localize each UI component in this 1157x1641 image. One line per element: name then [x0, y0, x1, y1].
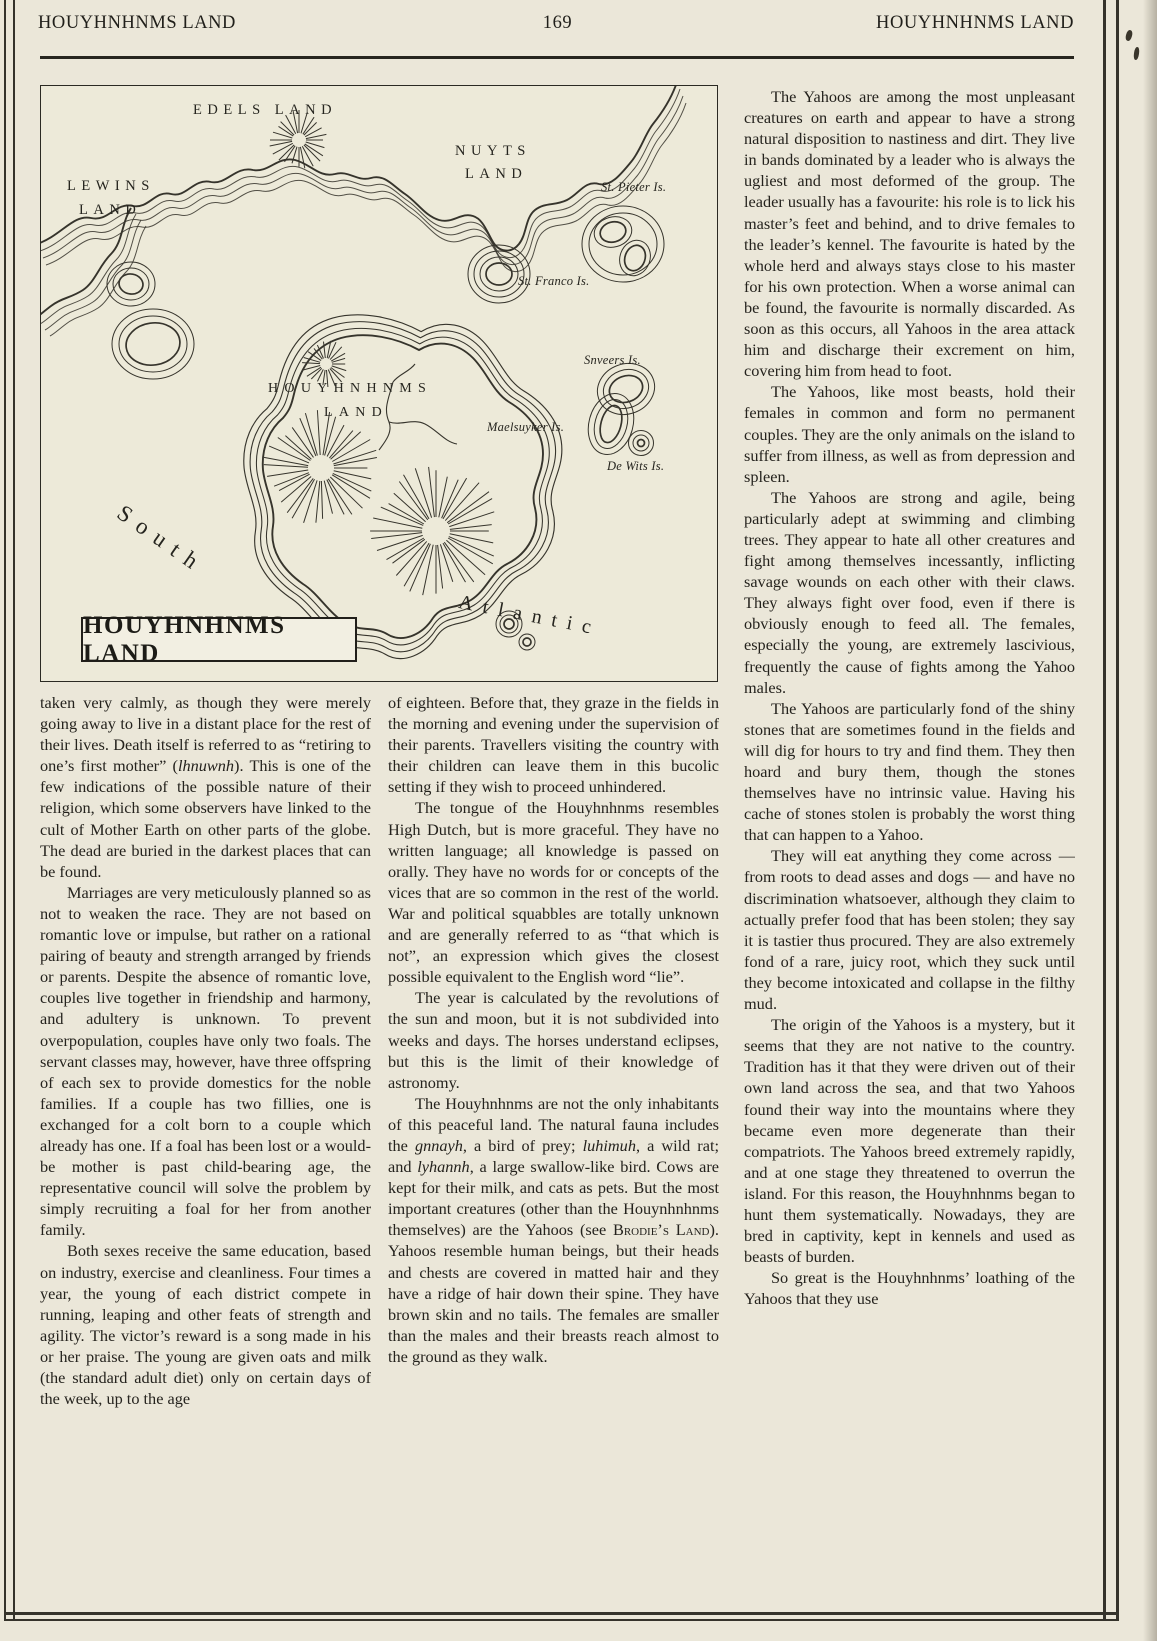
- map-title-box: HOUYHNHNMS LAND: [81, 617, 357, 662]
- label-maelsuyker-is: Maelsuyker Is.: [487, 420, 565, 434]
- label-de-wits-is: De Wits Is.: [607, 459, 665, 473]
- mountain-hachure-west: [264, 410, 377, 523]
- paragraph: The year is calculated by the revolutions of the sun and moon, but it is not subdivided into weeks and days. The horses understand eclipses, but this is the limit of their knowledge of astronomy.: [388, 988, 719, 1092]
- paragraph: They will eat anything they come across — from roots to dead asses and dogs — and have no discrimination whatsoever, although they claim to actually prefer food that has been stolen; they say it is tastier thus procured. They are also extremely fond of a rare, juicy root, which they suck until they become intoxicated and collapse in the filthy mud.: [744, 846, 1075, 1014]
- header-rule: [40, 56, 1074, 59]
- paragraph: So great is the Houyhnhnms’ loathing of the Yahoos that they use: [744, 1268, 1075, 1309]
- lewins-islands: [107, 262, 194, 379]
- label-edels-land: EDELS LAND: [193, 102, 338, 118]
- page-frame-left-inner: [13, 0, 15, 1621]
- paragraph: The origin of the Yahoos is a mystery, but it seems that they are not native to the country. Tradition has it that they were driven out of their own land across the sea, and that two Yahoos found their way into the mountains where they became even more degenerate than their compatriots. The Yahoos breed extremely rapidly, and at one stage they threatened to overrun the island. For this reason, the Houyhnhnms began to hunt them systematically. Nowadays, they are bred in captivity, kept in kennels and used as beasts of burden.: [744, 1015, 1075, 1267]
- page-frame-right-outer: [1116, 0, 1119, 1621]
- paragraph: Both sexes receive the same education, based on industry, exercise and cleanliness. Four times a year, the young of each district compete in running, leaping and other feats of strength and agility. The victor’s reward is a song made in his or her praise. The young are given oats and milk (the standard adult diet) only on certain days of the week, up to the age: [40, 1241, 371, 1409]
- paragraph: of eighteen. Before that, they graze in the fields in the morning and evening under the supervision of their parents. Travellers visiting the country with their children can leave them in this bucolic setting if they wish to proceed unhindered.: [388, 693, 719, 797]
- river: [379, 364, 457, 450]
- label-atlantic: Atlantic: [456, 591, 603, 641]
- page-frame-bottom-inner: [4, 1612, 1119, 1615]
- paragraph: The Yahoos are particularly fond of the shiny stones that are sometimes found in the fields and will dig for hours to try and find them. They then hoard and bury them, though the stones themselves have no intrinsic value. Having his cache of stones stolen is probably the worst thing that can happen to a Yahoo.: [744, 698, 1075, 845]
- mountain-hachure-east: [370, 467, 494, 595]
- paragraph: The tongue of the Houyhnhnms resembles High Dutch, but is more graceful. They have no written language; all knowledge is passed on orally. They have no words for or concepts of the vices that are so common in the rest of the world. War and political squabbles are totally unknown and are generally referred to as “that which is not”, an expression which gives the closest possible equivalent to the English word “lie”.: [388, 798, 719, 987]
- paragraph: taken very calmly, as though they were merely going away to live in a distant place for the rest of their lives. Death itself is referred to as “retiring to one’s first mother” (lhnuwnh). This is one of the few indications of the possible nature of their religion, which some observers have linked to the cult of Mother Earth on other parts of the globe. The dead are buried in the darkest places that can be found.: [40, 693, 371, 881]
- paragraph: The Yahoos are among the most unpleasant creatures on earth and appear to have a strong natural disposition to nastiness and dirt. They live in bands dominated by a leader who is always the ugliest and most deformed of the group. The leader usually has a favourite: his role is to lick his master’s feet and behind, and to drive females to the leader’s kennel. The favourite is hated by the whole herd and always stays close to his master for his own protection. When a worse animal can be found, the favourite is normally discarded. As soon as this occurs, all Yahoos in the area attack him and discharge their excrement on him, covering him from head to foot.: [744, 87, 1075, 381]
- paragraph: Marriages are very meticulously planned so as not to weaken the race. They are not based on romantic love or impulse, but rather on a rational pairing of beauty and strength arranged by friends or parents. Despite the absence of romantic love, couples live together in friendship and harmony, and adultery is unknown. To prevent overpopulation, couples have only two foals. The servant classes may, however, have three offspring of each sex to provide domestics for the noble families. If a couple has two fillies, one is exchanged for a colt born to a couple which already has one. If a foal has been lost or a would-be mother is past child-bearing age, the representative council will solve the problem by simply recruiting a foal for her from another family.: [40, 882, 371, 1240]
- maelsuyker-island: [582, 388, 641, 459]
- paragraph: The Yahoos, like most beasts, hold their females in common and form no permanent couples. They are the only animals on the island to suffer from illness, as well as from depression and spleen.: [744, 382, 1075, 486]
- text-column-right: [744, 86, 1075, 1602]
- label-st-pieter-is: St. Pieter Is.: [601, 180, 667, 194]
- houyhnhnms-land-map: [40, 85, 718, 682]
- label-lewins: LEWINS: [67, 178, 155, 194]
- lewins-coastline: [41, 208, 146, 336]
- st-pieter-islands: [582, 206, 664, 282]
- de-wits-island: [629, 431, 654, 456]
- label-nuyts-land: LAND: [465, 166, 528, 182]
- scan-mark: [1125, 29, 1134, 41]
- label-snveers-is: Snveers Is.: [584, 353, 641, 367]
- label-nuyts: NUYTS: [455, 143, 531, 159]
- running-head-left: HOUYHNHNMS LAND: [38, 13, 236, 33]
- page-frame-bottom-outer: [4, 1619, 1119, 1621]
- text-column-left: [40, 692, 371, 1590]
- label-st-franco-is: St. Franco Is.: [518, 274, 590, 288]
- text-column-middle: [388, 692, 719, 1590]
- label-south: South: [112, 500, 211, 579]
- paragraph: The Yahoos are strong and agile, being particularly adept at swimming and climbing trees. They appear to hate all other creatures and fight among themselves incessantly, inflicting savage wounds on each other with their claws. They always fight over food, even if there is obviously enough to feed all. The females, especially the young, are extremely lascivious, frequently the cause of fights among the Yahoo males.: [744, 487, 1075, 697]
- label-houyhnhnms-land: LAND: [324, 405, 389, 420]
- page-frame-right-inner: [1103, 0, 1106, 1621]
- paragraph: The Houyhnhnms are not the only inhabitants of this peaceful land. The natural fauna includes the gnnayh, a bird of prey; luhimuh, a wild rat; and lyhannh, a large swallow-like bird. Cows are kept for their milk, and cats as pets. But the most important creatures (other than the Houynhnhnms themselves) are the Yahoos (see Brodie’s Land). Yahoos resemble human beings, but their heads and chests are covered in matted hair and they have a ridge of hair down their spine. They have brown skin and no tails. The females are smaller than the males and their breasts reach almost to the ground as they walk.: [388, 1093, 719, 1366]
- label-houyhnhnms: HOUYHNHNMS: [268, 381, 433, 396]
- running-head-right: HOUYHNHNMS LAND: [876, 13, 1074, 33]
- page-number: 169: [542, 13, 573, 33]
- page-edge-shadow: [1143, 0, 1157, 1641]
- page-frame-left-outer: [4, 0, 6, 1621]
- scan-mark: [1133, 47, 1140, 61]
- label-lewins-land: LAND: [79, 202, 142, 218]
